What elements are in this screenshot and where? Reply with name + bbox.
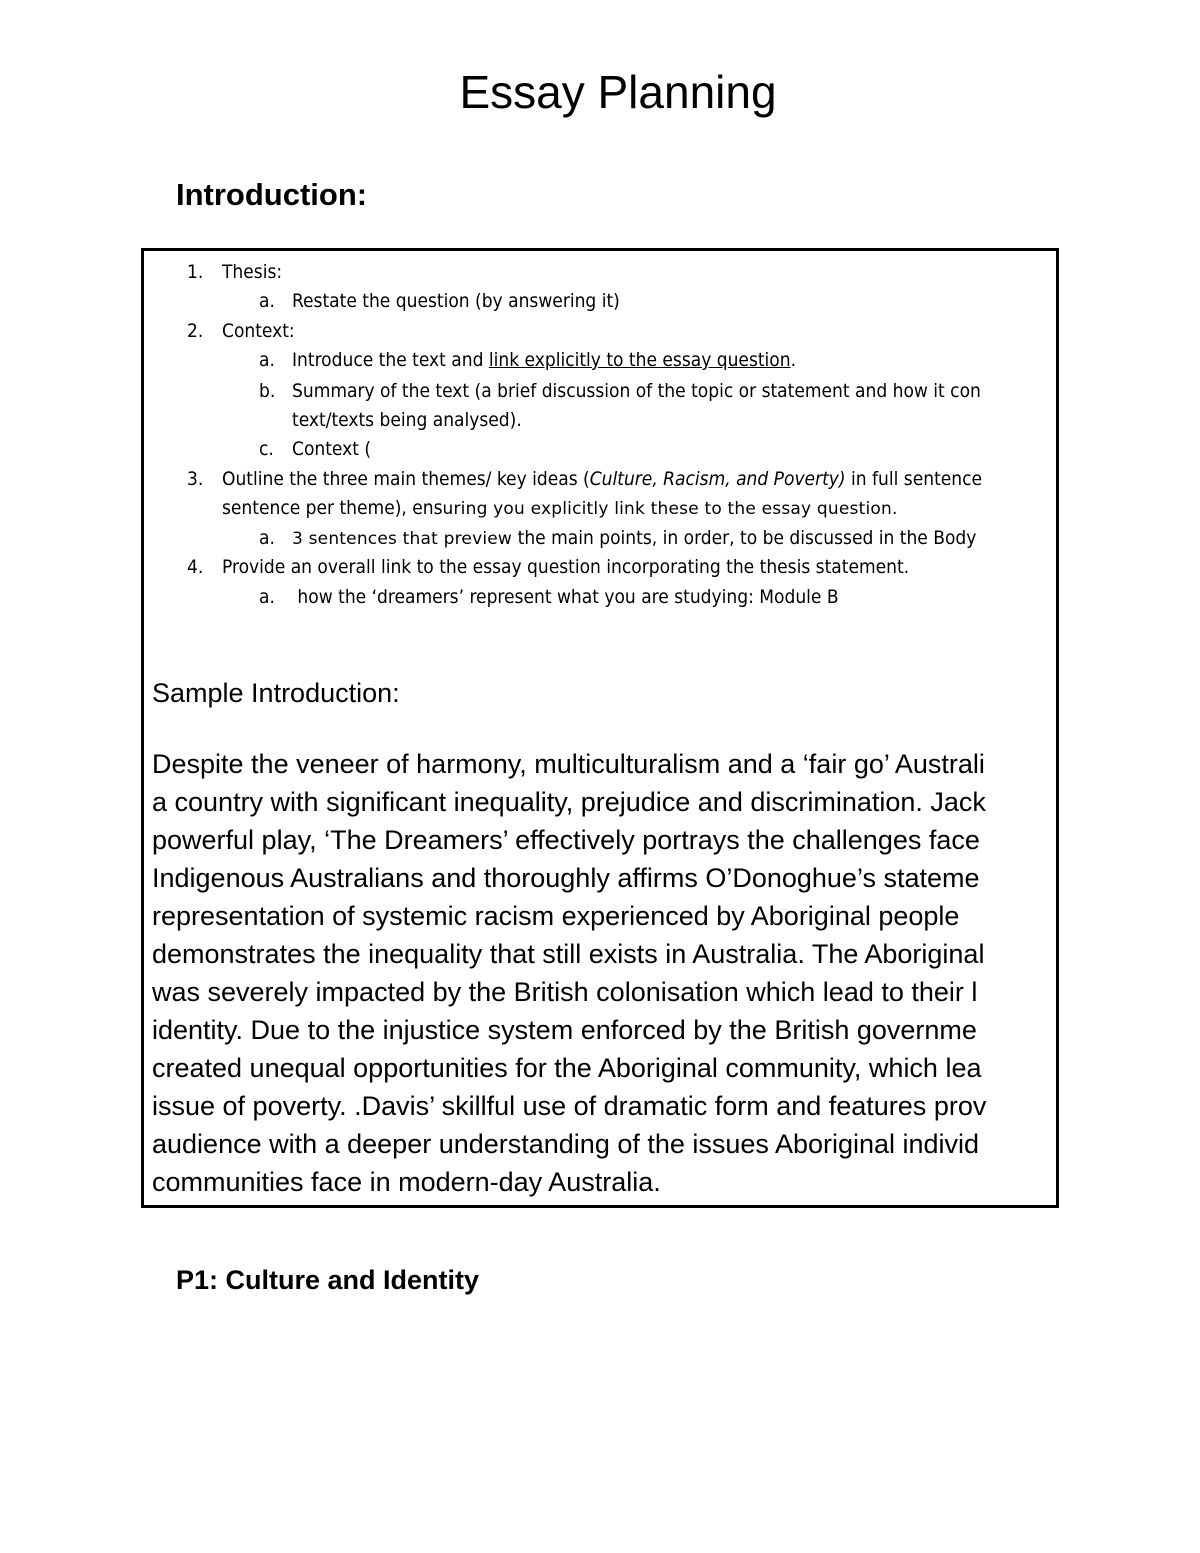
list-letter: a. xyxy=(259,527,275,549)
list-text: Context: xyxy=(222,320,295,342)
paragraph-line: powerful play, ‘The Dreamers’ effectively portrays the challenges face xyxy=(152,825,980,855)
list-text: 3 sentences that preview the main points, in order, to be discussed in the Body xyxy=(292,527,977,549)
page-title: Essay Planning xyxy=(459,66,777,118)
list-number: 4. xyxy=(187,556,204,578)
list-text: Introduce the text and link explicitly to the essay question. xyxy=(292,349,797,371)
list-text: Thesis: xyxy=(222,261,283,283)
list-letter: a. xyxy=(259,586,275,608)
paragraph-line: issue of poverty. .Davis’ skillful use of dramatic form and features prov xyxy=(152,1091,987,1121)
sample-introduction-text xyxy=(152,745,986,1201)
paragraph-line: created unequal opportunities for the Aboriginal community, which lea xyxy=(152,1053,982,1083)
list-text: Context ( xyxy=(292,438,372,460)
list-text: sentence per theme), ensuring you explicitly link these to the essay question. xyxy=(222,497,898,519)
list-text: how the ‘dreamers’ represent what you are studying: Module B xyxy=(292,586,839,608)
list-text: Restate the question (by answering it) xyxy=(292,290,620,312)
p1-heading: P1: Culture and Identity xyxy=(176,1265,480,1295)
introduction-box xyxy=(141,248,1059,1208)
list-letter: a. xyxy=(259,290,275,312)
underlined-text: link explicitly to the essay question xyxy=(488,349,791,371)
list-number: 1. xyxy=(187,261,204,283)
paragraph-line: was severely impacted by the British colonisation which lead to their l xyxy=(152,977,978,1007)
paragraph-line: demonstrates the inequality that still exists in Australia. The Aboriginal xyxy=(152,939,985,969)
list-letter: b. xyxy=(259,380,276,402)
introduction-heading: Introduction: xyxy=(176,177,368,212)
paragraph-line: communities face in modern-day Australia. xyxy=(152,1167,661,1197)
list-number: 3. xyxy=(187,468,204,490)
paragraph-line: audience with a deeper understanding of the issues Aboriginal individ xyxy=(152,1129,980,1159)
list-text: text/texts being analysed). xyxy=(292,409,522,431)
list-text: Provide an overall link to the essay question incorporating the thesis statement. xyxy=(222,556,910,578)
list-number: 2. xyxy=(187,320,204,342)
paragraph-line: representation of systemic racism experienced by Aboriginal people xyxy=(152,901,960,931)
list-text: Outline the three main themes/ key ideas (Culture, Racism, and Poverty) in full sentence xyxy=(222,468,983,490)
list-letter: c. xyxy=(259,438,274,460)
paragraph-line: Indigenous Australians and thoroughly affirms O’Donoghue’s stateme xyxy=(152,863,980,893)
paragraph-line: a country with significant inequality, prejudice and discrimination. Jack xyxy=(152,787,986,817)
paragraph-line: identity. Due to the injustice system enforced by the British governme xyxy=(152,1015,977,1045)
list-text: Summary of the text (a brief discussion of the topic or statement and how it con xyxy=(292,380,981,402)
paragraph-line: Despite the veneer of harmony, multiculturalism and a ‘fair go’ Australi xyxy=(152,749,985,779)
list-letter: a. xyxy=(259,349,275,371)
sample-introduction-label: Sample Introduction: xyxy=(152,678,400,708)
